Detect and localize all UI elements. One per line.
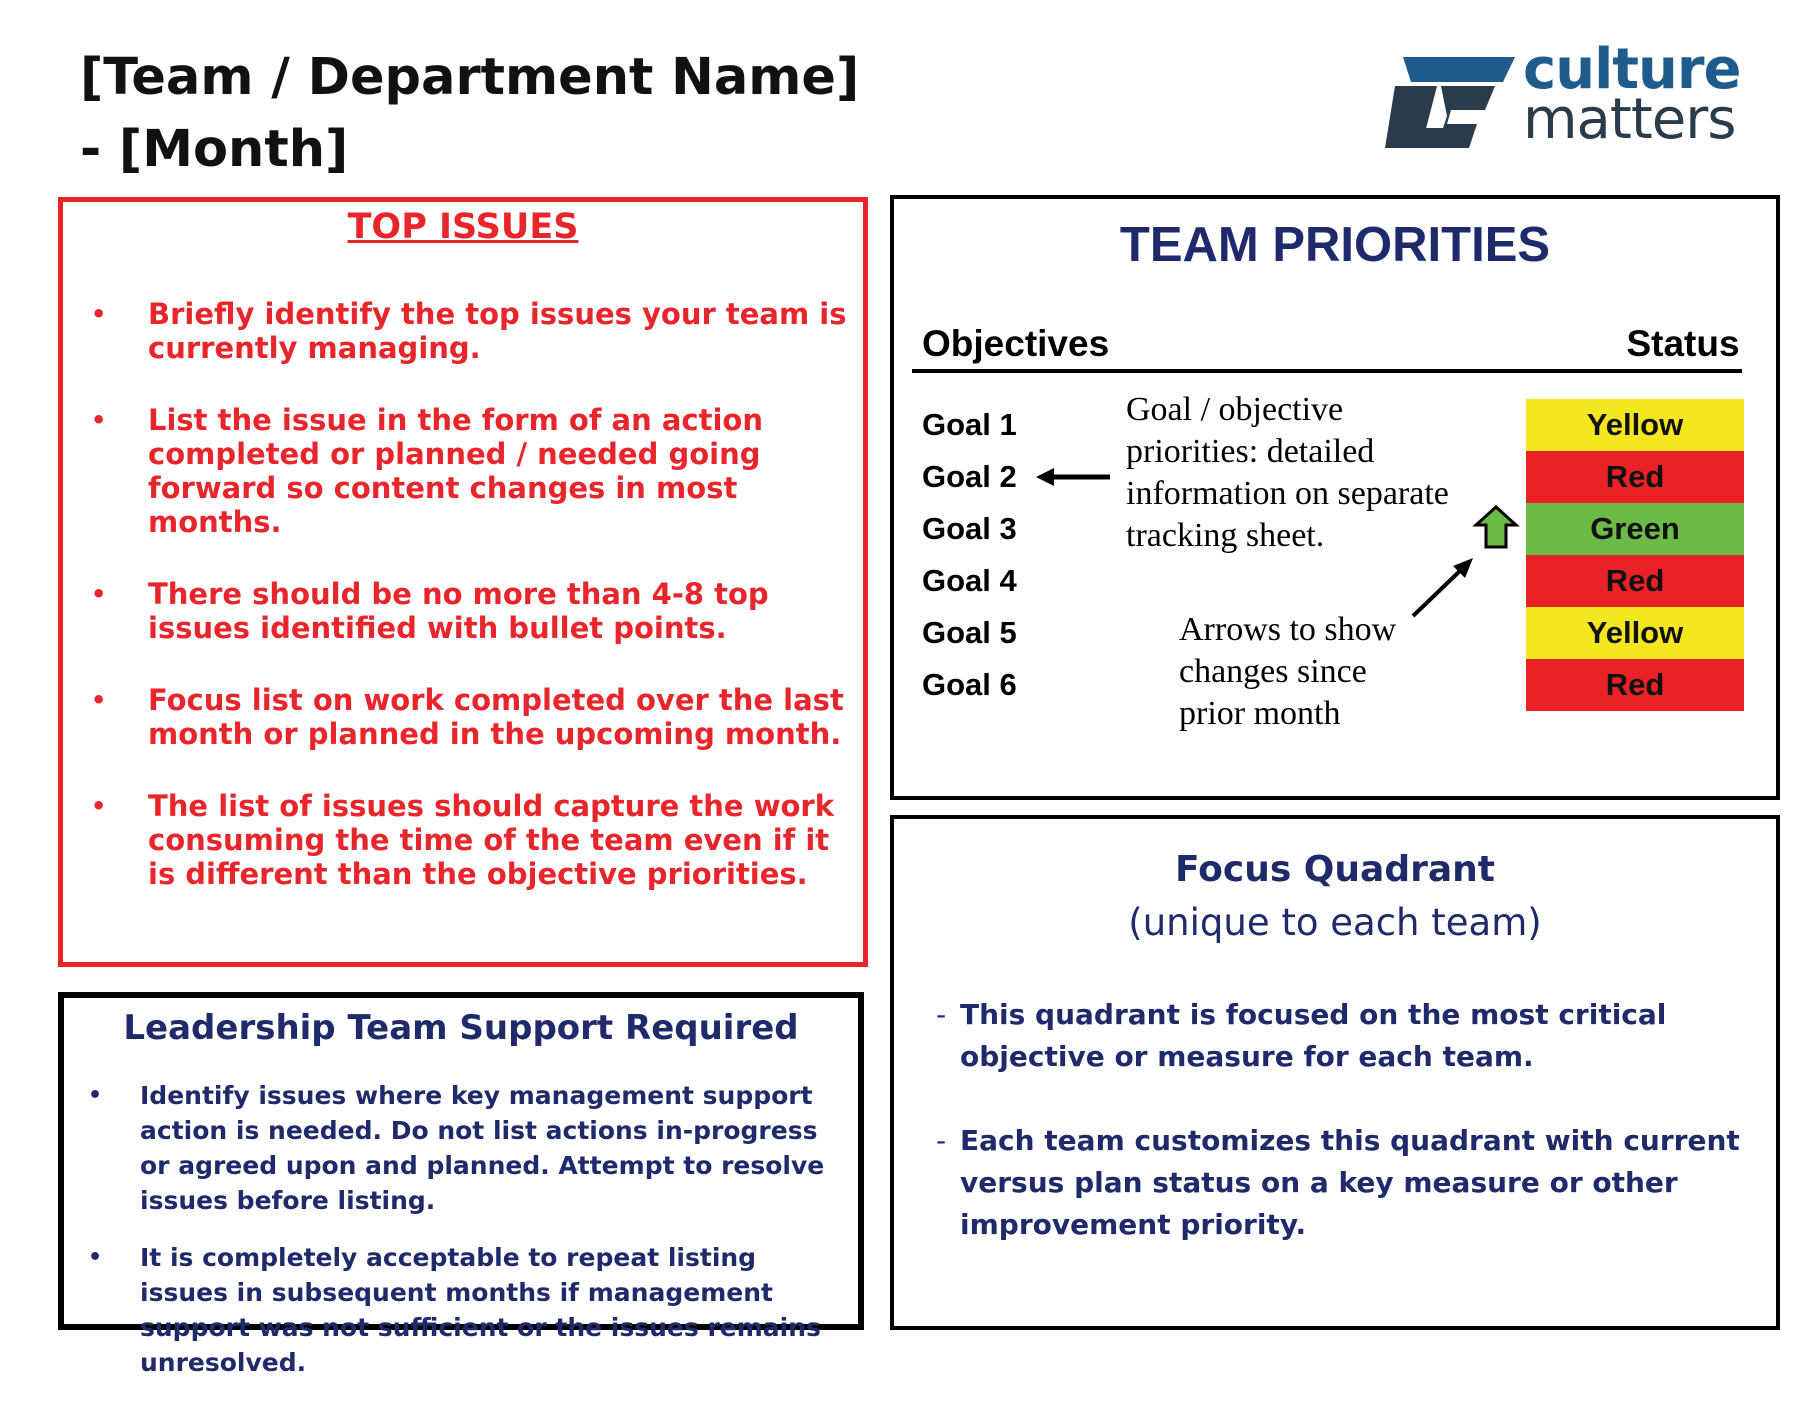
status-badge: Green <box>1526 503 1744 555</box>
bullet: • <box>91 792 107 820</box>
leadership-heading: Leadership Team Support Required <box>123 1008 799 1048</box>
top-issues-list <box>83 297 863 929</box>
list-item-text: Identify issues where key management support action is needed. Do not list actions in-progress or agreed upon and planned. Attempt to resolve issues before listing. <box>140 1081 825 1215</box>
left-arrow-icon <box>1034 465 1114 489</box>
list-item-text: Briefly identify the top issues your team is currently managing. <box>148 297 847 365</box>
note-line: changes since <box>1179 653 1367 690</box>
list-item <box>83 403 863 539</box>
list-item-text: This quadrant is focused on the most critical objective or measure for each team. <box>960 998 1667 1073</box>
ps-logo-mark-icon <box>1385 52 1525 152</box>
list-item-text: Each team customizes this quadrant with current versus plan status on a key measure or other improvement priority. <box>960 1124 1740 1241</box>
focus-quadrant-heading: Focus Quadrant <box>1175 849 1495 890</box>
title-line-2: - [Month] <box>80 120 349 179</box>
goal-3-label: Goal 3 <box>922 511 1017 546</box>
list-item <box>83 789 863 891</box>
dash: - <box>936 998 947 1031</box>
top-issues-panel <box>58 197 868 967</box>
goal-1-label: Goal 1 <box>922 407 1017 442</box>
goal-2-label: Goal 2 <box>922 459 1017 494</box>
leadership-list <box>78 1078 848 1402</box>
top-issues-heading: TOP ISSUES <box>347 207 579 247</box>
goal-6-label: Goal 6 <box>922 667 1017 702</box>
list-item <box>936 1120 1756 1246</box>
logo-word-culture: culture <box>1523 37 1741 102</box>
list-item-text: Focus list on work completed over the last month or planned in the upcoming month. <box>148 683 844 751</box>
list-item-text: The list of issues should capture the work consuming the time of the team even if it is different than the objective priorities. <box>148 789 835 891</box>
status-badge: Red <box>1526 659 1744 711</box>
status-badge: Yellow <box>1526 607 1744 659</box>
note-line: priorities: detailed <box>1126 433 1375 470</box>
note-line: prior month <box>1179 695 1341 732</box>
header-rule <box>912 369 1742 373</box>
status-badge: Red <box>1526 451 1744 503</box>
list-item <box>83 297 863 365</box>
goal-5-label: Goal 5 <box>922 615 1017 650</box>
culture-matters-logo <box>1385 37 1755 152</box>
status-label: Status <box>1626 323 1740 364</box>
title-line-1: [Team / Department Name] <box>80 48 860 107</box>
page-title <box>80 42 980 186</box>
list-item-text: There should be no more than 4-8 top issues identified with bullet points. <box>148 577 769 645</box>
list-item <box>83 577 863 645</box>
goal-4-label: Goal 4 <box>922 563 1017 598</box>
leadership-support-panel <box>58 992 864 1377</box>
focus-quadrant-panel <box>890 815 1780 1330</box>
pointer-arrow-icon <box>1409 554 1479 624</box>
bullet: • <box>91 580 107 608</box>
goal-priorities-note <box>1126 389 1449 557</box>
list-item <box>78 1240 848 1380</box>
arrows-note <box>1179 609 1396 735</box>
status-badge: Red <box>1526 555 1744 607</box>
list-item <box>83 683 863 751</box>
green-up-arrow-icon <box>1474 505 1518 549</box>
focus-quadrant-list <box>936 994 1756 1288</box>
list-item-text: It is completely acceptable to repeat listing issues in subsequent months if management support was not sufficient or the issues remains unresolved. <box>140 1243 821 1377</box>
dash: - <box>936 1124 947 1157</box>
bullet: • <box>88 1245 103 1270</box>
team-priorities-heading: TEAM PRIORITIES <box>1119 218 1551 272</box>
list-item <box>936 994 1756 1078</box>
bullet: • <box>91 406 107 434</box>
objectives-label: Objectives <box>922 323 1110 364</box>
note-line: tracking sheet. <box>1126 517 1325 554</box>
note-line: Goal / objective <box>1126 391 1344 428</box>
bullet: • <box>88 1083 103 1108</box>
bullet: • <box>91 300 107 328</box>
focus-quadrant-subheading: (unique to each team) <box>1128 901 1542 944</box>
logo-word-matters: matters <box>1523 87 1736 152</box>
note-line: Arrows to show <box>1179 611 1397 648</box>
note-line: information on separate <box>1126 475 1449 512</box>
team-priorities-panel <box>890 195 1780 800</box>
bullet: • <box>91 686 107 714</box>
status-badge: Yellow <box>1526 399 1744 451</box>
list-item <box>78 1078 848 1218</box>
list-item-text: List the issue in the form of an action completed or planned / needed going forward so content changes in most months. <box>148 403 763 539</box>
